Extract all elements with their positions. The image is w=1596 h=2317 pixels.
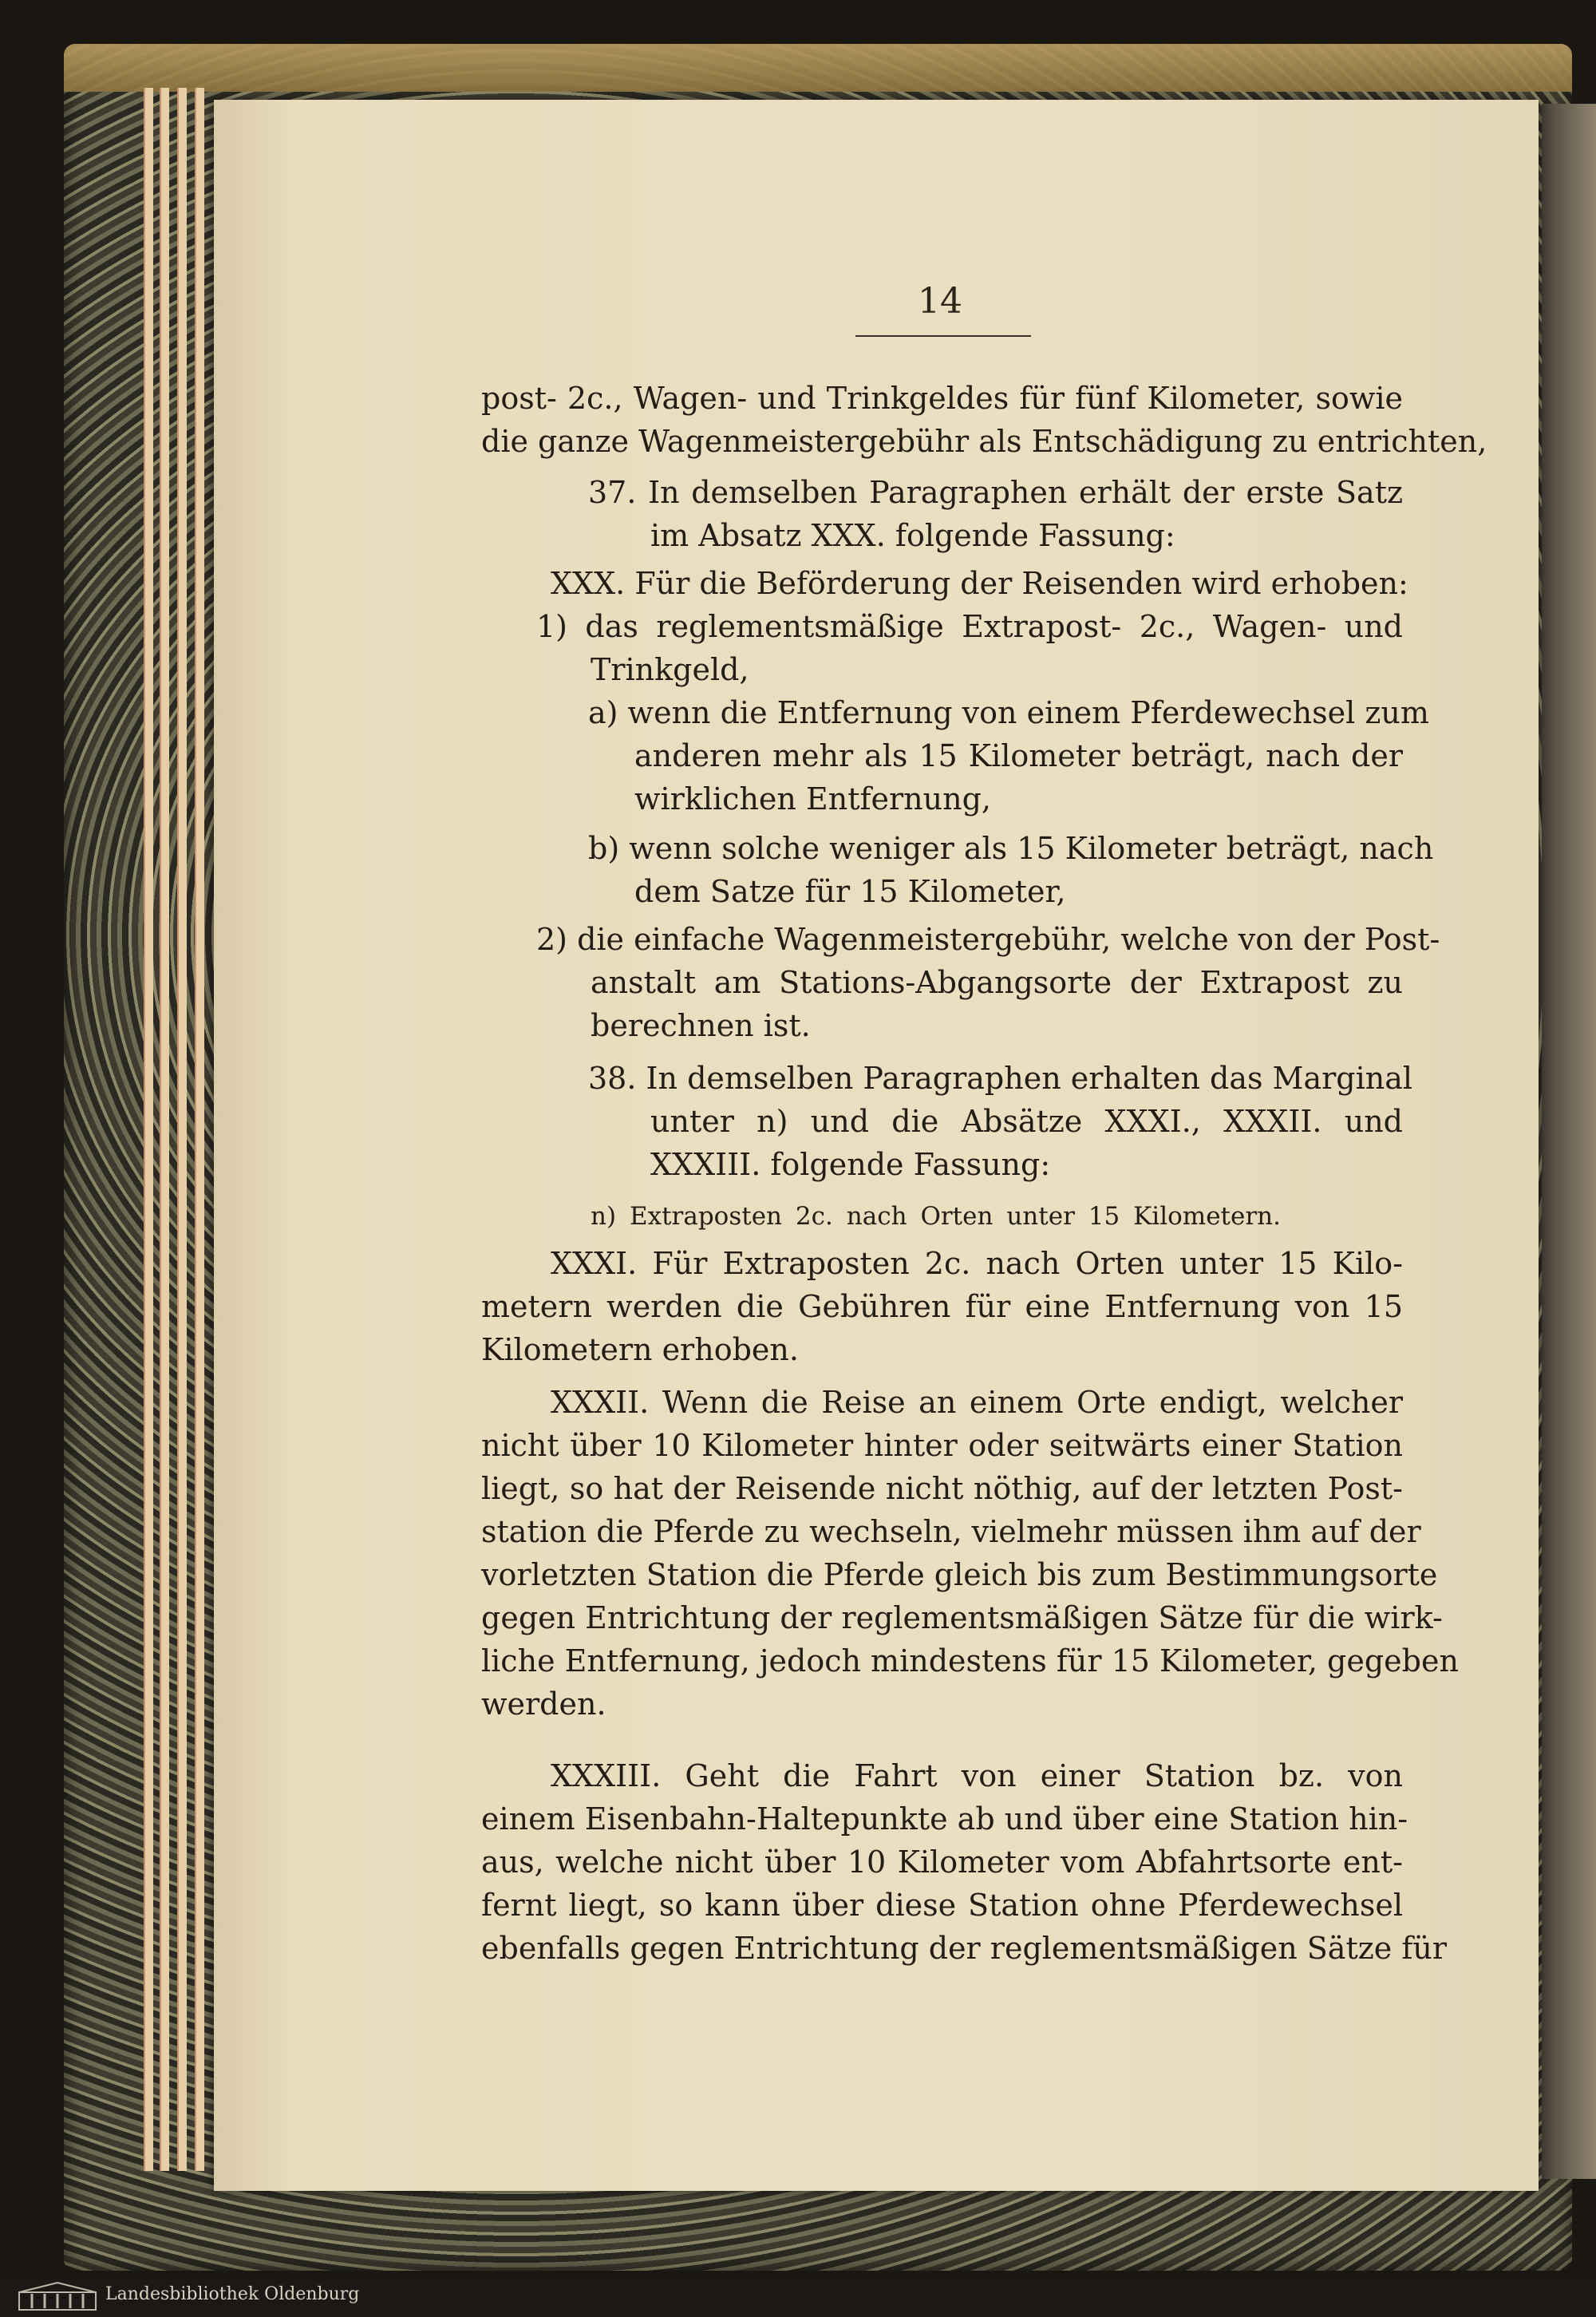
text-line: ebenfalls gegen Entrichtung der reglementsmäßigen Sätze für	[481, 1931, 1448, 1966]
text-line: b) wenn solche weniger als 15 Kilometer beträgt, nach	[588, 831, 1434, 866]
text-line: 38. In demselben Paragraphen erhalten das Marginal	[588, 1061, 1413, 1096]
text-line: Kilometern erhoben.	[481, 1332, 799, 1367]
text-line: XXXI. Für Extraposten 2c. nach Orten unter 15 Kilo-	[551, 1246, 1403, 1281]
text-line: a) wenn die Entfernung von einem Pferdewechsel zum	[588, 695, 1429, 730]
text-line: einem Eisenbahn-Haltepunkte ab und über eine Station hin-	[481, 1801, 1408, 1837]
page-number: 14	[918, 281, 962, 322]
text-line: liegt, so hat der Reisende nicht nöthig, auf der letzten Post-	[481, 1471, 1403, 1506]
text-line: anstalt am Stations-Abgangsorte der Extrapost zu	[591, 965, 1403, 1000]
text-line: anderen mehr als 15 Kilometer beträgt, nach der	[634, 738, 1403, 773]
text-line: XXXIII. folgende Fassung:	[650, 1147, 1051, 1182]
text-line: berechnen ist.	[591, 1008, 811, 1043]
text-line: metern werden die Gebühren für eine Entfernung von 15	[481, 1289, 1403, 1324]
library-name: Landesbibliothek Oldenburg	[105, 2284, 360, 2304]
library-building-icon	[18, 2281, 97, 2311]
text-line: Trinkgeld,	[591, 652, 749, 687]
text-line: im Absatz XXX. folgende Fassung:	[650, 518, 1175, 553]
text-line: station die Pferde zu wechseln, vielmehr müssen ihm auf der	[481, 1514, 1421, 1549]
text-line: unter n) und die Absätze XXXI., XXXII. und	[650, 1104, 1403, 1139]
page-edge	[144, 88, 153, 2171]
text-line: 37. In demselben Paragraphen erhält der erste Satz	[588, 475, 1403, 510]
text-line: XXXII. Wenn die Reise an einem Orte endigt, welcher	[551, 1385, 1403, 1420]
text-line: werden.	[481, 1686, 606, 1722]
text-line: wirklichen Entfernung,	[634, 781, 992, 816]
text-line: vorletzten Station die Pferde gleich bis zum Bestimmungsorte	[481, 1557, 1438, 1592]
text-line: 2) die einfache Wagenmeistergebühr, welche von der Post-	[536, 922, 1440, 957]
text-line: dem Satze für 15 Kilometer,	[634, 874, 1066, 909]
text-line: 1) das reglementsmäßige Extrapost- 2c., Wagen- und	[536, 609, 1403, 644]
text-line: gegen Entrichtung der reglementsmäßigen Sätze für die wirk-	[481, 1600, 1443, 1635]
text-line: XXXIII. Geht die Fahrt von einer Station bz. von	[551, 1758, 1403, 1793]
facing-page-edge	[1542, 104, 1596, 2179]
text-line: die ganze Wagenmeistergebühr als Entschädigung zu entrichten,	[481, 424, 1487, 459]
text-line: nicht über 10 Kilometer hinter oder seitwärts einer Station	[481, 1428, 1403, 1463]
page-edge	[177, 88, 187, 2171]
header-rule	[855, 335, 1031, 337]
text-line: fernt liegt, so kann über diese Station ohne Pferdewechsel	[481, 1888, 1403, 1923]
book-spine	[64, 44, 1572, 92]
text-line: XXX. Für die Beförderung der Reisenden wird erhoben:	[551, 566, 1408, 601]
text-line: aus, welche nicht über 10 Kilometer vom Abfahrtsorte ent-	[481, 1845, 1403, 1880]
page-edge	[160, 88, 169, 2171]
page-edge	[195, 88, 204, 2171]
text-line: n) Extraposten 2c. nach Orten unter 15 Kilometern.	[591, 1202, 1281, 1231]
text-line: liche Entfernung, jedoch mindestens für 15 Kilometer, gegeben	[481, 1643, 1459, 1678]
text-line: post- 2c., Wagen- und Trinkgeldes für fünf Kilometer, sowie	[481, 381, 1403, 416]
